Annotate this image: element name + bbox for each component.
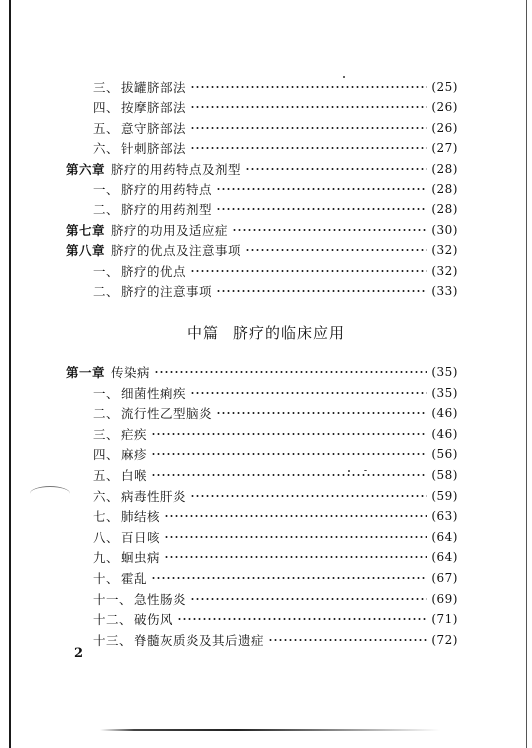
- toc-entry-number: 十三、: [93, 632, 133, 648]
- toc-chapter-row: [66, 159, 458, 179]
- toc-section-row: [93, 118, 458, 138]
- toc-entry-page: (35): [431, 365, 458, 379]
- toc-section-row: [93, 465, 458, 485]
- scan-edge-right: [526, 0, 527, 748]
- page-number: 2: [74, 646, 84, 661]
- toc-entry-number: 十二、: [93, 612, 133, 628]
- toc-entry-number: 二、: [93, 284, 120, 299]
- toc-dot-leader: [216, 411, 427, 415]
- toc-section-row: [93, 568, 458, 588]
- toc-chapter-row: [66, 220, 458, 240]
- toc-entry-title: 百日咳: [121, 529, 161, 545]
- toc-entry-page: (25): [431, 80, 458, 94]
- toc-entry-number: 三、: [93, 80, 120, 95]
- toc-entry-title: 急性肠炎: [134, 591, 187, 607]
- part-title: 脐疗的临床应用: [233, 324, 346, 342]
- toc-dot-leader: [190, 126, 427, 130]
- toc-entry-number: 六、: [93, 488, 120, 504]
- toc-entry-title: 蛔虫病: [121, 550, 161, 566]
- toc-entry-page: (28): [431, 202, 458, 217]
- toc-section-row: [93, 527, 458, 547]
- toc-section-row: [93, 403, 458, 423]
- toc-entry-page: (59): [431, 488, 458, 503]
- toc-entry-title: 脊髓灰质炎及其后遗症: [134, 632, 265, 648]
- toc-section-row: [93, 424, 458, 444]
- toc-dot-leader: [151, 576, 427, 580]
- toc-entry-title: 麻疹: [121, 447, 148, 463]
- toc-entry-page: (56): [431, 447, 458, 462]
- toc-entry-number: 四、: [93, 100, 120, 116]
- toc-entry-number: 五、: [93, 468, 120, 483]
- toc-dot-leader: [245, 167, 427, 171]
- toc-entry-title: 脐疗的优点及注意事项: [111, 243, 242, 259]
- toc-section-row: [93, 589, 458, 609]
- toc-section-row: [93, 609, 458, 629]
- toc-dot-leader: [154, 370, 427, 374]
- toc-dot-leader: [164, 535, 427, 539]
- toc-entry-number: 三、: [93, 426, 120, 442]
- toc-entry-number: 第八章: [66, 243, 106, 259]
- toc-entry-title: 疟疾: [121, 426, 148, 442]
- toc-entry-title: 拔罐脐部法: [121, 80, 187, 95]
- toc-entry-number: 一、: [93, 182, 120, 197]
- toc-dot-leader: [164, 555, 427, 559]
- toc-entry-number: 十、: [93, 571, 120, 586]
- toc-entry-page: (46): [431, 426, 458, 441]
- toc-entry-title: 意守脐部法: [121, 120, 187, 136]
- toc-dot-leader: [216, 207, 427, 211]
- scan-margin-mark: [30, 486, 70, 501]
- toc-entry-number: 第一章: [66, 365, 106, 380]
- toc-entry-page: (26): [431, 100, 458, 115]
- toc-chapter-row: [66, 362, 458, 382]
- toc-dot-leader: [190, 391, 427, 395]
- toc-entry-title: 传染病: [111, 365, 151, 380]
- toc-entry-title: 脐疗的用药剂型: [121, 202, 213, 218]
- toc-entry-title: 脐疗的用药特点及剂型: [111, 161, 242, 177]
- toc-section-row: [93, 630, 458, 650]
- toc-section-row: [93, 506, 458, 526]
- toc-entry-page: (35): [431, 385, 458, 400]
- toc-entry-title: 霍乱: [121, 571, 148, 586]
- toc-entry-title: 脐疗的优点: [121, 263, 187, 279]
- toc-section-row: [93, 97, 458, 117]
- toc-entry-page: (63): [431, 509, 458, 524]
- toc-entry-page: (28): [431, 161, 458, 176]
- toc-entry-title: 细菌性痢疾: [121, 385, 187, 401]
- toc-entry-title: 脐疗的注意事项: [121, 284, 213, 299]
- toc-entry-page: (30): [431, 222, 458, 237]
- toc-entry-page: (72): [431, 632, 458, 647]
- toc-entry-page: (32): [431, 263, 458, 278]
- toc-section-row: [93, 444, 458, 464]
- toc-entry-title: 按摩脐部法: [121, 100, 187, 116]
- toc-entry-page: (46): [431, 406, 458, 421]
- toc-dot-leader: [190, 494, 427, 498]
- toc-entry-title: 白喉: [121, 468, 148, 483]
- toc-dot-leader: [190, 597, 427, 601]
- toc-entry-page: (71): [431, 612, 458, 627]
- toc-dot-leader: [216, 289, 427, 293]
- toc-dot-leader: [268, 638, 427, 642]
- toc-section-row: [93, 486, 458, 506]
- toc-dot-leader: [151, 473, 427, 477]
- part-label: 中篇: [186, 324, 219, 342]
- toc-section-row: [93, 547, 458, 567]
- toc-dot-leader: [190, 85, 427, 89]
- toc-entry-page: (26): [431, 120, 458, 135]
- toc-entry-number: 二、: [93, 202, 120, 218]
- toc-dot-leader: [151, 432, 427, 436]
- toc-entry-page: (58): [431, 468, 458, 482]
- scan-edge-left: [9, 0, 11, 748]
- toc-entry-number: 八、: [93, 529, 120, 545]
- toc-entry-number: 九、: [93, 550, 120, 566]
- toc-entry-number: 一、: [93, 263, 120, 279]
- toc-entry-number: 二、: [93, 406, 120, 422]
- toc-entry-number: 七、: [93, 509, 120, 525]
- toc-dot-leader: [164, 514, 427, 518]
- scan-bottom-line: [100, 729, 440, 731]
- toc-section-row: [93, 383, 458, 403]
- toc-entry-number: 六、: [93, 141, 120, 157]
- toc-entry-page: (64): [431, 550, 458, 565]
- toc-entry-number: 五、: [93, 120, 120, 136]
- toc-entry-title: 流行性乙型脑炎: [121, 406, 213, 422]
- toc-dot-leader: [177, 617, 427, 621]
- toc-dot-leader: [190, 146, 427, 150]
- toc-entry-title: 破伤风: [134, 612, 174, 628]
- toc-entry-title: 脐疗的功用及适应症: [111, 222, 229, 238]
- toc-entry-title: 病毒性肝炎: [121, 488, 187, 504]
- toc-entry-page: (28): [431, 182, 458, 196]
- toc-entry-page: (64): [431, 529, 458, 544]
- toc-dot-leader: [232, 228, 427, 232]
- toc-entry-page: (69): [431, 591, 458, 606]
- toc-dot-leader: [190, 269, 427, 273]
- toc-entry-number: 第七章: [66, 222, 106, 238]
- toc-entry-page: (27): [431, 141, 458, 156]
- part-heading: [0, 322, 532, 343]
- toc-entry-number: 一、: [93, 385, 120, 401]
- toc-section-row: [93, 138, 458, 158]
- toc-entry-title: 针刺脐部法: [121, 141, 187, 157]
- toc-entry-page: (32): [431, 243, 458, 258]
- toc-chapter-row: [66, 240, 458, 260]
- toc-entry-page: (67): [431, 571, 458, 585]
- toc-section-row: [93, 199, 458, 219]
- toc-section-row: [93, 261, 458, 281]
- toc-entry-number: 十一、: [93, 591, 133, 607]
- toc-entry-title: 肺结核: [121, 509, 161, 525]
- toc-dot-leader: [216, 187, 427, 191]
- toc-section-row: [93, 281, 458, 301]
- toc-entry-title: 脐疗的用药特点: [121, 182, 213, 197]
- toc-entry-page: (33): [431, 284, 458, 298]
- toc-dot-leader: [245, 248, 427, 252]
- toc-dot-leader: [151, 452, 427, 456]
- toc-dot-leader: [190, 105, 427, 109]
- toc-section-row: [93, 77, 458, 97]
- toc-section-row: [93, 179, 458, 199]
- toc-entry-number: 四、: [93, 447, 120, 463]
- toc-entry-number: 第六章: [66, 161, 106, 177]
